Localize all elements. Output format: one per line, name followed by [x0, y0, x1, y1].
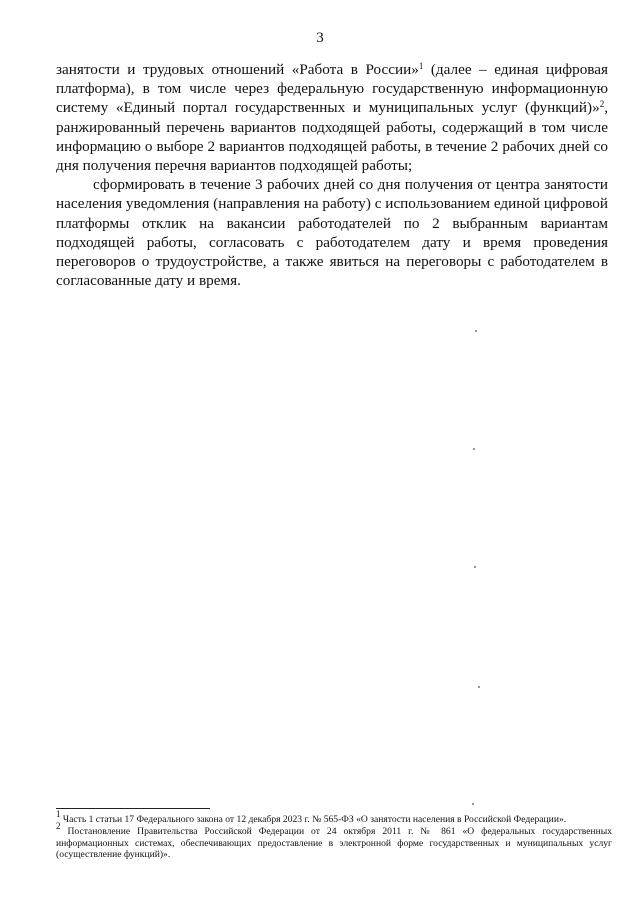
footnote-marker-1: 1 [56, 809, 61, 819]
footnote-2-text: Постановление Правительства Российской Федерации от 24 октября 2011 г. № 861 «О федеральных государственных информационных системах, обеспечивающих предоставление в электронной форме государственных и муниципальных услуг (осуществление функций)». [56, 825, 612, 861]
footnote-2 [56, 820, 612, 861]
footnotes [56, 809, 612, 861]
page-number: 3 [316, 30, 324, 46]
paragraph-1 [56, 60, 608, 175]
paragraph-1-text-a: занятости и трудовых отношений «Работа в России» [56, 61, 419, 78]
footnote-separator [56, 808, 210, 809]
scan-artifact [473, 448, 475, 450]
paragraph-1-text-c: , ранжированный перечень вариантов подходящей работы, содержащий в том числе информацию о выборе 2 вариантов подходящей работы, в течение 2 рабочих дней со дня получения перечня вариантов подходящей работы; [56, 99, 608, 175]
paragraph-1-text-b: (далее – единая цифровая платформа), в том числе через федеральную государственную информационную систему «Единый портал государственных и муниципальных услуг (функций)» [56, 61, 609, 117]
footnote-1 [56, 809, 612, 826]
footnote-1-text: Часть 1 статьи 17 Федерального закона от 12 декабря 2023 г. № 565-ФЗ «О занятости населения в Российской Федерации». [60, 814, 567, 825]
footnote-marker-2: 2 [56, 820, 61, 831]
body-text [56, 60, 608, 290]
footnote-ref-2: 2 [599, 99, 605, 110]
scan-artifact [472, 803, 474, 805]
paragraph-2: сформировать в течение 3 рабочих дней со дня получения от центра занятости населения уведомления (направления на работу) с использованием единой цифровой платформы отклик на вакансии работодателей по 2 выбранным вариантам подходящей работы, согласовать с работодателем дату и время проведения переговоров о трудоустройстве, а также явиться на переговоры с работодателем в согласованные дату и время. [56, 176, 608, 290]
footnote-ref-1: 1 [418, 61, 424, 71]
scan-artifact [478, 686, 480, 688]
scan-artifact [475, 330, 477, 332]
scan-artifact [474, 566, 476, 568]
